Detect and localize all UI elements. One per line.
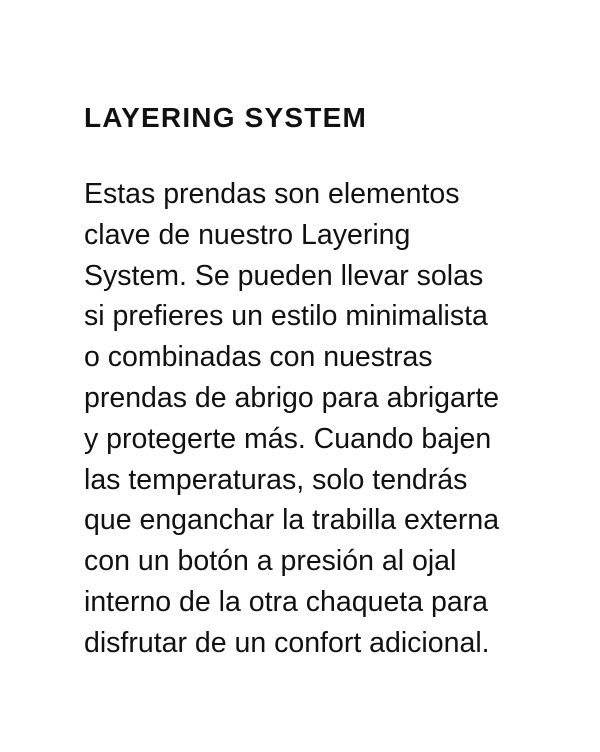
body-paragraph — [84, 174, 499, 664]
paragraph-line: interno de la otra chaqueta para — [84, 585, 489, 618]
paragraph-line: las temperaturas, solo tendrás — [84, 463, 468, 496]
paragraph-line: prendas de abrigo para abrigarte — [84, 381, 500, 414]
paragraph-line: si prefieres un estilo minimalista — [84, 300, 488, 333]
paragraph-line: con un botón a presión al ojal — [84, 545, 457, 578]
section-title: LAYERING SYSTEM — [84, 102, 368, 133]
paragraph-line: y protegerte más. Cuando bajen — [84, 422, 492, 455]
paragraph-line: disfrutar de un confort adicional. — [84, 626, 490, 659]
paragraph-line: o combinadas con nuestras — [84, 341, 433, 374]
paragraph-line: System. Se pueden llevar solas — [84, 259, 484, 292]
paragraph-line: clave de nuestro Layering — [84, 218, 411, 251]
paragraph-line: que enganchar la trabilla externa — [84, 504, 500, 537]
paragraph-line: Estas prendas son elementos — [84, 178, 460, 210]
